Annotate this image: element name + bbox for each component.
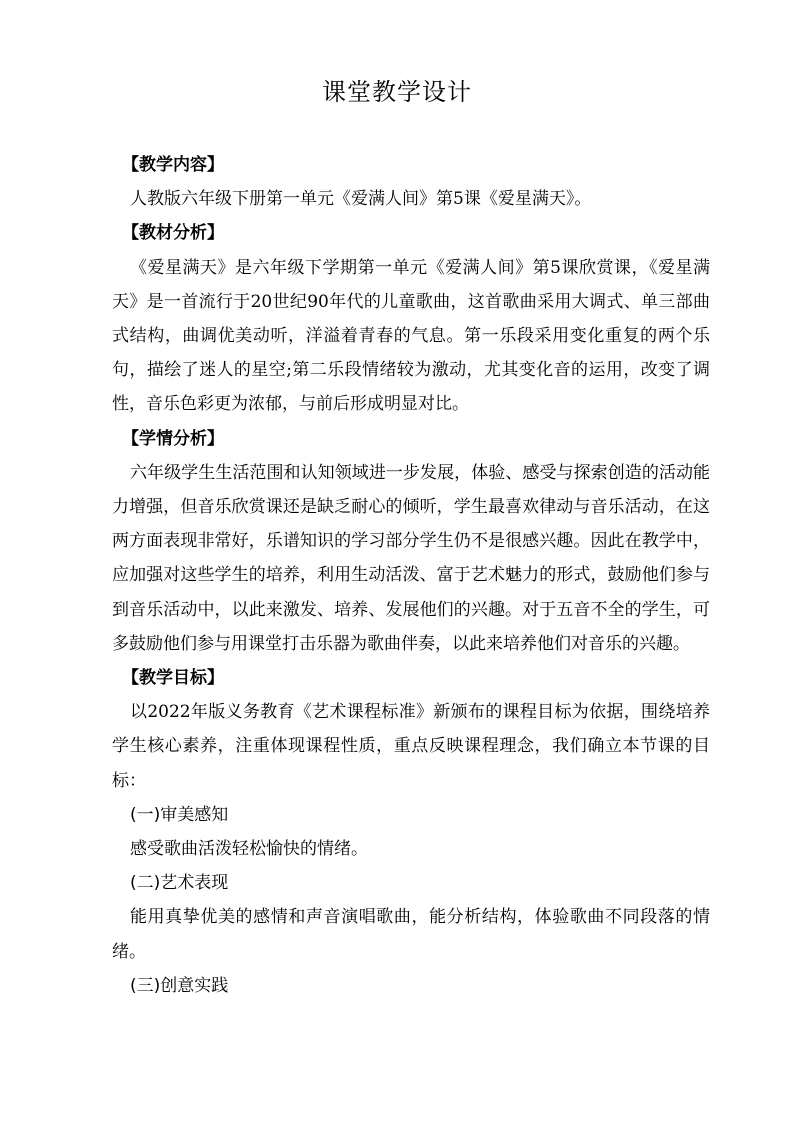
- goal-subheading-aesthetic: (一)审美感知: [130, 804, 229, 825]
- goal-subheading-expression: (二)艺术表现: [130, 873, 229, 894]
- section-text-goals: 以2022年版义务教育《艺术课程标准》新颁布的课程目标为依据，围绕培养学生核心素养，注重体现课程性质，重点反映课程理念，我们确立本节课的目标：: [112, 702, 710, 791]
- section-text-students: 六年级学生生活范围和认知领域进一步发展，体验、感受与探索创造的活动能力增强，但音乐欣赏课还是缺乏耐心的倾听，学生最喜欢律动与音乐活动，在这两方面表现非常好，乐谱知识的学习部分学生仍不是很感兴趣。因此在教学中，应加强对这些学生的培养，利用生动活泼、富于艺术魅力的形式，鼓励他们参与到音乐活动中，以此来激发、培养、发展他们的兴趣。对于五音不全的学生，可多鼓励他们参与用课堂打击乐器为歌曲伴奏，以此来培养他们对音乐的兴趣。: [112, 462, 710, 654]
- document-body: [112, 148, 710, 1003]
- section-heading-students: 【学情分析】: [122, 428, 224, 449]
- goal-text-expression: 能用真挚优美的感情和声音演唱歌曲，能分析结构，体验歌曲不同段落的情绪。: [112, 907, 710, 962]
- goal-text-aesthetic: 感受歌曲活泼轻松愉快的情绪。: [130, 839, 368, 860]
- section-text-content: 人教版六年级下册第一单元《爱满人间》第5课《爱星满天》。: [130, 189, 592, 210]
- section-text-material: 《爱星满天》是六年级下学期第一单元《爱满人间》第5课欣赏课，《爱星满天》是一首流行于20世纪90年代的儿童歌曲，这首歌曲采用大调式、单三部曲式结构，曲调优美动听，洋溢着青春的气息。第一乐段采用变化重复的两个乐句，描绘了迷人的星空;第二乐段情绪较为激动，尤其变化音的运用，改变了调性，音乐色彩更为浓郁，与前后形成明显对比。: [112, 257, 710, 415]
- page-title: 课堂教学设计: [322, 78, 472, 106]
- section-heading-goals: 【教学目标】: [122, 668, 224, 689]
- section-heading-content: 【教学内容】: [122, 155, 224, 175]
- goal-subheading-practice: (三)创意实践: [130, 975, 229, 996]
- section-heading-material: 【教材分析】: [122, 223, 224, 244]
